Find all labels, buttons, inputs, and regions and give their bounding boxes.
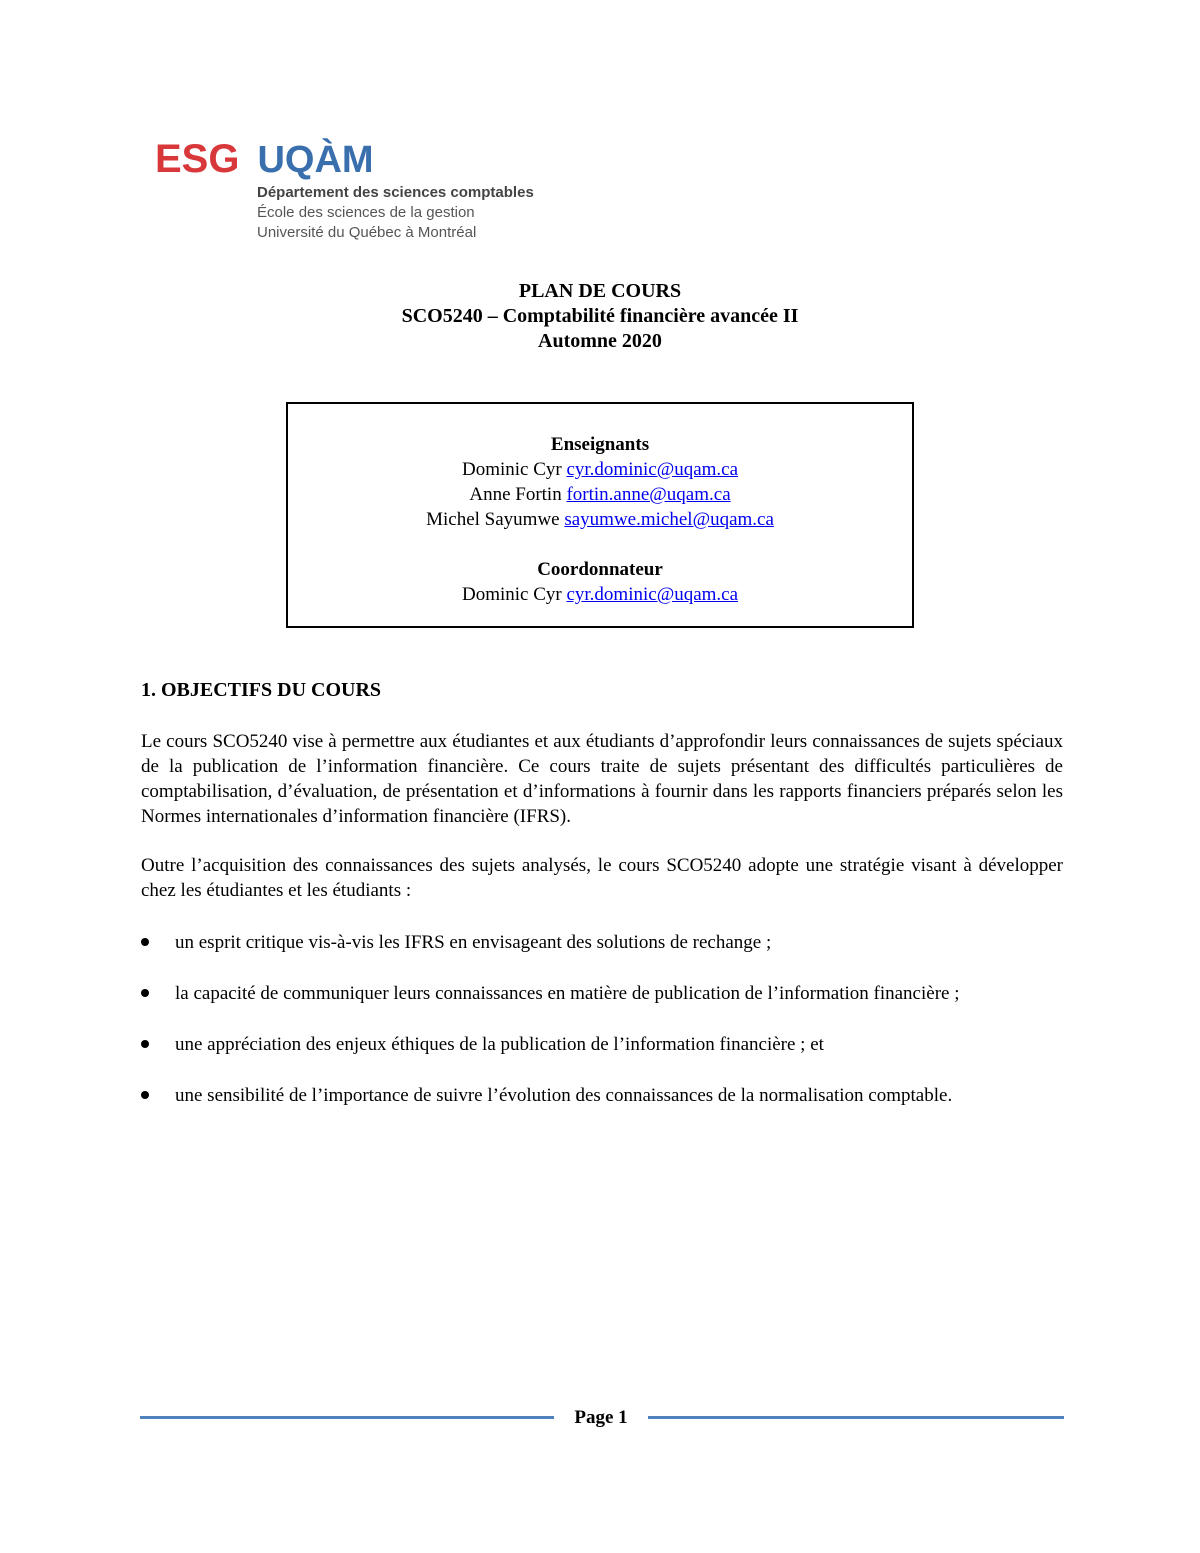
list-item-text: une appréciation des enjeux éthiques de la publication de l’information financière ; et: [175, 1034, 824, 1055]
teacher-email-link[interactable]: fortin.anne@uqam.ca: [566, 484, 731, 505]
footer-rule-right: [648, 1416, 1064, 1419]
footer-rule-left: [140, 1416, 554, 1419]
esg-uqam-logo: [155, 135, 555, 243]
coordinator-row: [288, 582, 912, 607]
teacher-row: [288, 482, 912, 507]
teacher-name: Dominic Cyr: [461, 459, 567, 480]
teacher-row: [288, 457, 912, 482]
document-title: [0, 279, 1200, 354]
bullet-icon: [141, 1091, 149, 1099]
title-line-1: PLAN DE COURS: [518, 280, 682, 302]
list-item-text: la capacité de communiquer leurs connaissances en matière de publication de l’information financière ;: [175, 983, 960, 1004]
teacher-email-link[interactable]: sayumwe.michel@uqam.ca: [564, 509, 774, 530]
list-item-text: un esprit critique vis-à-vis les IFRS en envisageant des solutions de rechange ;: [175, 932, 772, 953]
logo-uqam-text: UQÀM: [257, 139, 374, 181]
teacher-email-link[interactable]: cyr.dominic@uqam.ca: [566, 459, 739, 480]
logo-university: Université du Québec à Montréal: [257, 224, 477, 241]
objectives-paragraph-2: Outre l’acquisition des connaissances des sujets analysés, le cours SCO5240 adopte une stratégie visant à développer chez les étudiantes et les étudiants :: [141, 855, 1063, 901]
contacts-box: [286, 402, 914, 628]
page-number: Page 1: [574, 1407, 628, 1428]
objectives-paragraph-1: Le cours SCO5240 vise à permettre aux étudiantes et aux étudiants d’approfondir leurs connaissances de sujets spéciaux de la publication de l’information financière. Ce cours traite de sujets présentant des difficultés particulières de comptabilisation, d’évaluation, de présentation et d’informations à fournir dans les rapports financiers préparés selon les Normes internationales d’information financière (IFRS).: [141, 731, 1063, 827]
logo-school: École des sciences de la gestion: [257, 204, 475, 221]
coordinator-name: Dominic Cyr: [461, 584, 567, 605]
teacher-row: [288, 507, 912, 532]
teacher-name: Michel Sayumwe: [426, 509, 565, 530]
list-item-text: une sensibilité de l’importance de suivre l’évolution des connaissances de la normalisation comptable.: [175, 1085, 953, 1106]
title-line-3: Automne 2020: [538, 330, 662, 352]
logo-esg-text: ESG: [155, 137, 240, 181]
teacher-name: Anne Fortin: [469, 484, 567, 505]
coordinator-email-link[interactable]: cyr.dominic@uqam.ca: [566, 584, 739, 605]
section-title-objectives: 1. OBJECTIFS DU COURS: [141, 679, 382, 701]
bullet-icon: [141, 938, 149, 946]
teachers-heading: Enseignants: [550, 434, 650, 455]
bullet-icon: [141, 1040, 149, 1048]
bullet-icon: [141, 989, 149, 997]
logo-department: Département des sciences comptables: [257, 184, 534, 201]
title-line-2: SCO5240 – Comptabilité financière avancée II: [401, 305, 799, 327]
coordinator-heading: Coordonnateur: [537, 559, 663, 580]
